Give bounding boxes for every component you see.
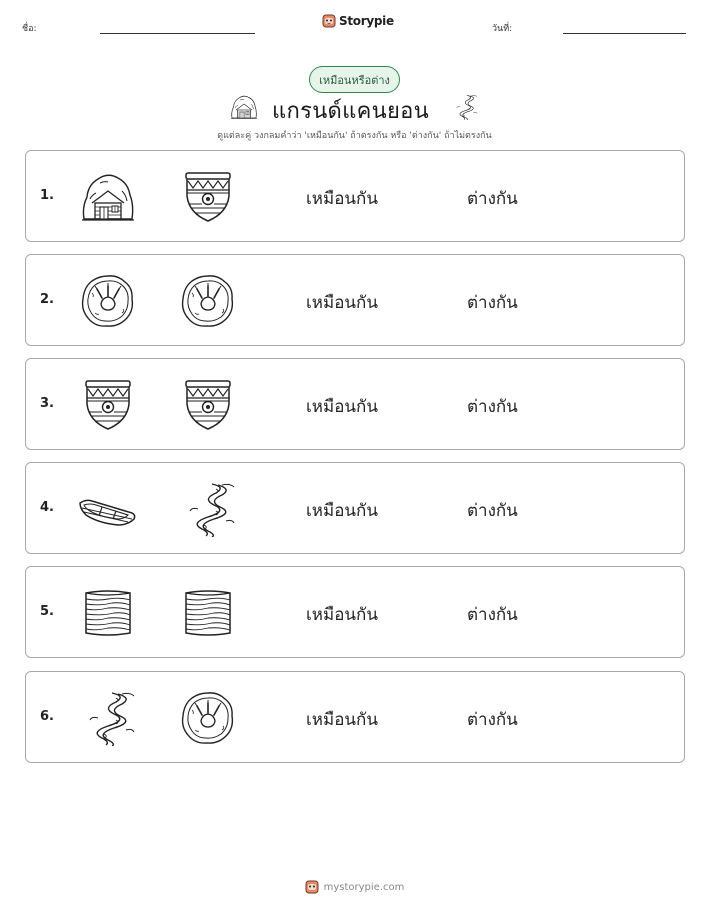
river-icon <box>451 92 479 122</box>
date-field[interactable] <box>563 33 686 34</box>
fossil-icon <box>178 690 238 746</box>
question-number: 4. <box>40 500 54 515</box>
fossil-icon <box>178 273 238 329</box>
question-row-3 <box>25 358 685 450</box>
question-number: 1. <box>40 188 54 203</box>
different-option[interactable]: ต่างกัน <box>467 710 518 730</box>
same-option[interactable]: เหมือนกัน <box>306 501 378 521</box>
pot-icon <box>78 377 138 433</box>
different-option[interactable]: ต่างกัน <box>467 501 518 521</box>
page-title: แกรนด์แคนยอน <box>272 99 430 124</box>
worksheet-type-badge: เหมือนหรือต่าง <box>309 66 400 93</box>
same-option[interactable]: เหมือนกัน <box>306 397 378 417</box>
cabin-icon <box>78 169 138 225</box>
fossil-icon <box>78 273 138 329</box>
same-option[interactable]: เหมือนกัน <box>306 710 378 730</box>
different-option[interactable]: ต่างกัน <box>467 293 518 313</box>
instructions: ดูแต่ละคู่ วงกลมคำว่า 'เหมือนกัน' ถ้าตรงกัน หรือ 'ต่างกัน' ถ้าไม่ตรงกัน <box>217 131 492 141</box>
same-option[interactable]: เหมือนกัน <box>306 189 378 209</box>
rock-layers-icon <box>178 585 238 641</box>
boat-icon <box>78 481 138 537</box>
question-number: 2. <box>40 292 54 307</box>
worksheet-header <box>0 0 709 50</box>
question-row-5 <box>25 566 685 658</box>
brand-logo <box>322 13 394 29</box>
question-row-4 <box>25 462 685 554</box>
footer-url[interactable]: mystorypie.com <box>323 881 405 893</box>
storypie-mascot-icon <box>322 13 336 29</box>
different-option[interactable]: ต่างกัน <box>467 189 518 209</box>
brand-name: Storypie <box>339 14 394 28</box>
date-label: วันที่: <box>492 24 513 34</box>
question-number: 6. <box>40 709 54 724</box>
different-option[interactable]: ต่างกัน <box>467 397 518 417</box>
question-number: 3. <box>40 396 54 411</box>
question-row-1 <box>25 150 685 242</box>
question-row-6 <box>25 671 685 763</box>
footer <box>0 879 709 895</box>
pot-icon <box>178 169 238 225</box>
different-option[interactable]: ต่างกัน <box>467 605 518 625</box>
river-icon <box>178 481 238 537</box>
cabin-icon <box>229 93 259 121</box>
same-option[interactable]: เหมือนกัน <box>306 293 378 313</box>
storypie-mascot-icon <box>305 879 319 895</box>
question-number: 5. <box>40 604 54 619</box>
name-field[interactable] <box>100 33 255 34</box>
pot-icon <box>178 377 238 433</box>
name-label: ชื่อ: <box>22 24 37 34</box>
rock-layers-icon <box>78 585 138 641</box>
title-row <box>0 92 709 126</box>
question-row-2 <box>25 254 685 346</box>
same-option[interactable]: เหมือนกัน <box>306 605 378 625</box>
river-icon <box>78 690 138 746</box>
